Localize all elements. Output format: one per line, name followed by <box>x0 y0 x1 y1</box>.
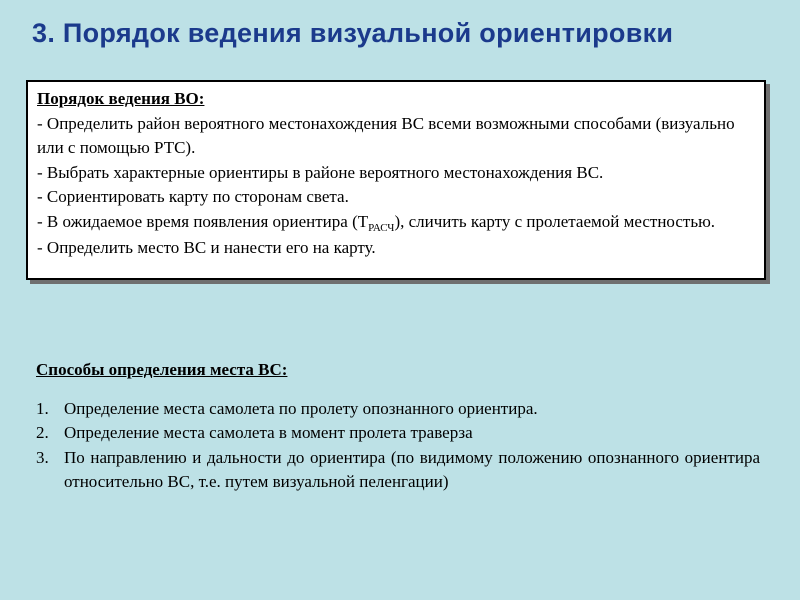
methods-item-number: 1. <box>36 398 49 418</box>
methods-item-text: Определение места самолета в момент пролета траверза <box>64 423 473 442</box>
procedure-item-text: - В ожидаемое время появления ориентира (Т <box>37 211 369 231</box>
methods-item-text: Определение места самолета по пролету опознанного ориентира. <box>64 398 538 418</box>
procedure-item: - Определить место ВС и нанести его на карту. <box>37 238 376 257</box>
subscript-rasch: РАСЧ <box>368 221 395 234</box>
methods-item-text: По направлению и дальности до ориентира (по видимому положению опознанного ориентира относительно ВС, т.е. путем визуальной пеленгации) <box>64 447 760 491</box>
page-title: 3. Порядок ведения визуальной ориентировки <box>32 18 674 48</box>
methods-heading: Способы определения места ВС: <box>36 360 288 379</box>
procedure-heading: Порядок ведения ВО: <box>37 89 205 108</box>
methods-item <box>36 446 760 495</box>
procedure-item: - Сориентировать карту по сторонам света. <box>37 187 349 206</box>
procedure-item <box>37 210 755 237</box>
procedure-item: - Выбрать характерные ориентиры в районе вероятного местонахождения ВС. <box>37 162 604 182</box>
methods-section <box>36 358 760 495</box>
methods-item-number: 3. <box>36 447 49 467</box>
procedure-item: - Определить район вероятного местонахождения ВС всеми возможными способами (визуально или с помощью РТС). <box>37 113 735 157</box>
methods-item-number: 2. <box>36 423 49 442</box>
methods-item <box>36 397 760 422</box>
procedure-box <box>26 80 766 280</box>
procedure-item-text: ), сличить карту с пролетаемой местностью. <box>394 211 716 231</box>
methods-item <box>36 421 760 446</box>
